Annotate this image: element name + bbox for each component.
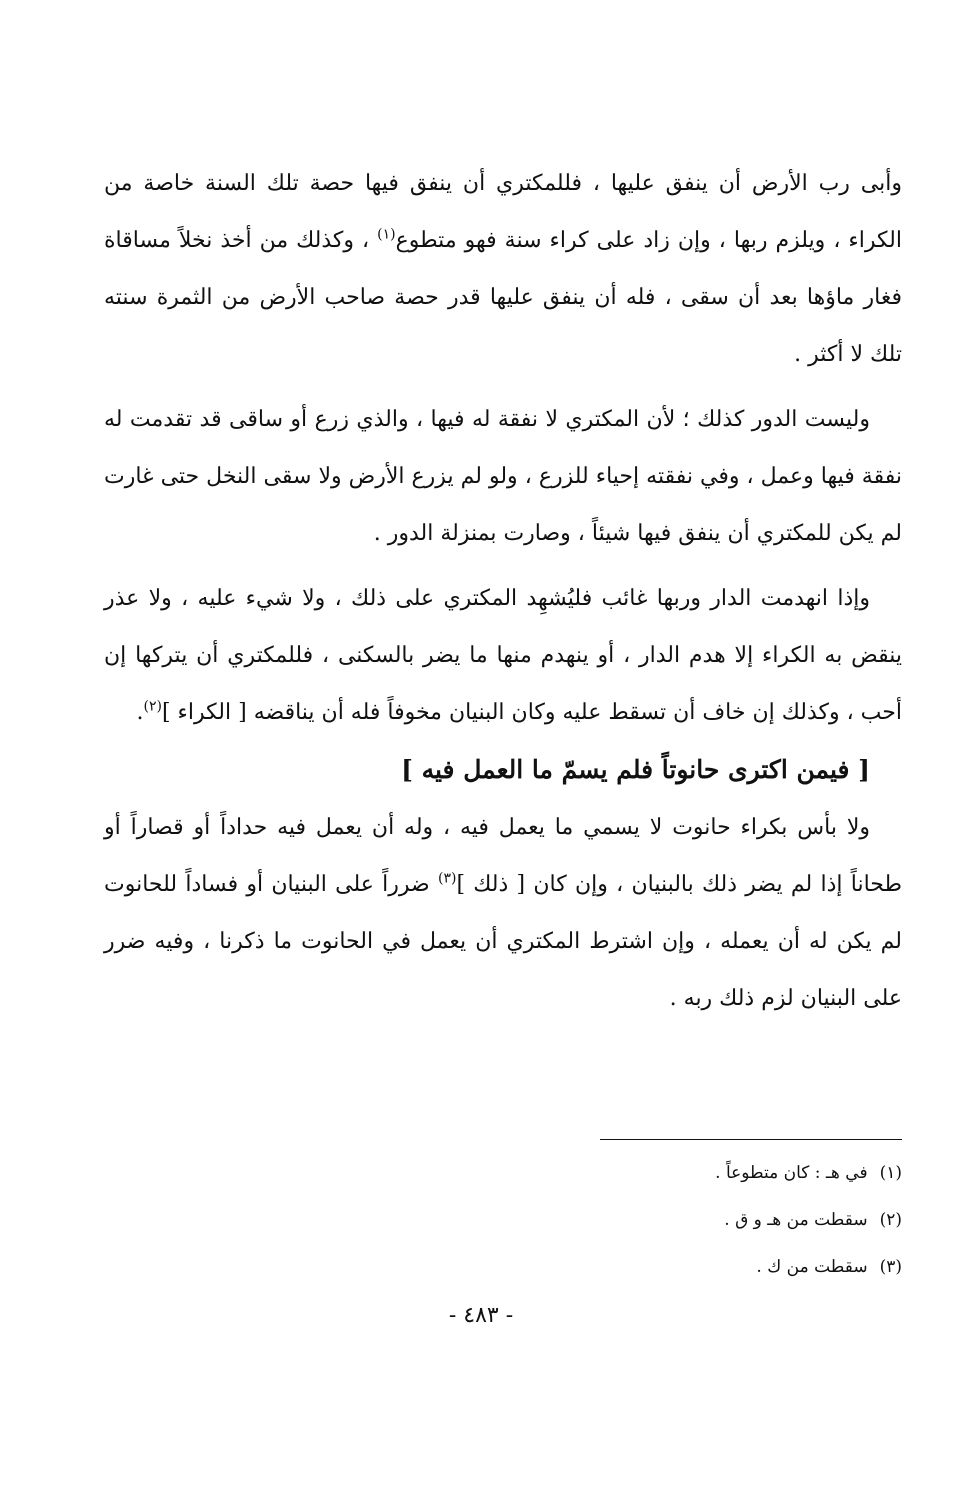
footnote-text: سقطت من ك . — [756, 1257, 868, 1277]
footnote-1 — [540, 1150, 902, 1197]
footnote-number: (١) — [879, 1163, 902, 1183]
footnote-text: سقطت من هـ و ق . — [724, 1210, 868, 1230]
paragraph-1-text: وأبى رب الأرض أن ينفق عليها ، فللمكتري أن ينفق فيها حصة تلك السنة خاصة من الكراء ، ويلزم ربها ، وإن زاد على كراء سنة فهو متطوع — [104, 171, 902, 253]
page-number: - ٤٨٣ - — [448, 1303, 514, 1328]
footnote-number: (٣) — [879, 1257, 902, 1277]
paragraph-4-text: ولا بأس بكراء حانوت لا يسمي ما يعمل فيه ، وله أن يعمل فيه حداداً أو قصاراً أو طحاناً إذا لم يضر ذلك بالبنيان ، وإن كان [ ذلك ] — [104, 815, 902, 897]
footnote-text: في هـ : كان متطوعاً . — [715, 1163, 868, 1183]
paragraph-3 — [104, 570, 902, 741]
footnote-marker-1: (١) — [377, 226, 396, 243]
paragraph-1 — [104, 155, 902, 383]
footnote-number: (٢) — [879, 1210, 902, 1230]
paragraph-3-text: وإذا انهدمت الدار وربها غائب فليُشهِد المكتري على ذلك ، ولا شيء عليه ، ولا عذر ينقض به الكراء إلا هدم الدار ، أو ينهدم منها ما يضر بالسكنى ، فللمكتري أن يتركها إن أحب ، وكذلك إن خاف أن تسقط عليه وكان البنيان مخوفاً فله أن يناقضه [ الكراء ] — [104, 586, 902, 725]
footnote-separator — [600, 1139, 902, 1140]
paragraph-1-continuation: ، وكذلك من أخذ نخلاً مساقاة فغار ماؤها بعد أن سقى ، فله أن ينفق عليها قدر حصة صاحب الأرض من الثمرة سنته تلك لا أكثر . — [104, 228, 902, 367]
footnotes — [540, 1150, 902, 1291]
footnote-3 — [540, 1244, 902, 1291]
paragraph-2: وليست الدور كذلك ؛ لأن المكتري لا نفقة له فيها ، والذي زرع أو ساقى قد تقدمت له نفقة فيها وعمل ، وفي نفقته إحياء للزرع ، ولو لم يزرع الأرض ولا سقى النخل حتى غارت لم يكن للمكتري أن ينفق فيها شيئاً ، وصارت بمنزلة الدور . — [104, 407, 902, 546]
main-text — [104, 155, 902, 1027]
footnote-marker-2: (٢) — [143, 698, 162, 715]
paragraph-3-end: . — [136, 700, 144, 725]
footnote-2 — [540, 1197, 902, 1244]
footnote-marker-3: (٣) — [437, 870, 457, 887]
paragraph-4 — [104, 799, 902, 1027]
section-heading: [ فيمن اكترى حانوتاً فلم يسمّ ما العمل فيه ] — [401, 755, 870, 784]
paragraph-4-continuation: ضرراً على البنيان أو فساداً للحانوت لم يكن له أن يعمله ، وإن اشترط المكتري أن يعمل في الحانوت ما ذكرنا ، وفيه ضرر على البنيان لزم ذلك ربه . — [104, 872, 902, 1011]
